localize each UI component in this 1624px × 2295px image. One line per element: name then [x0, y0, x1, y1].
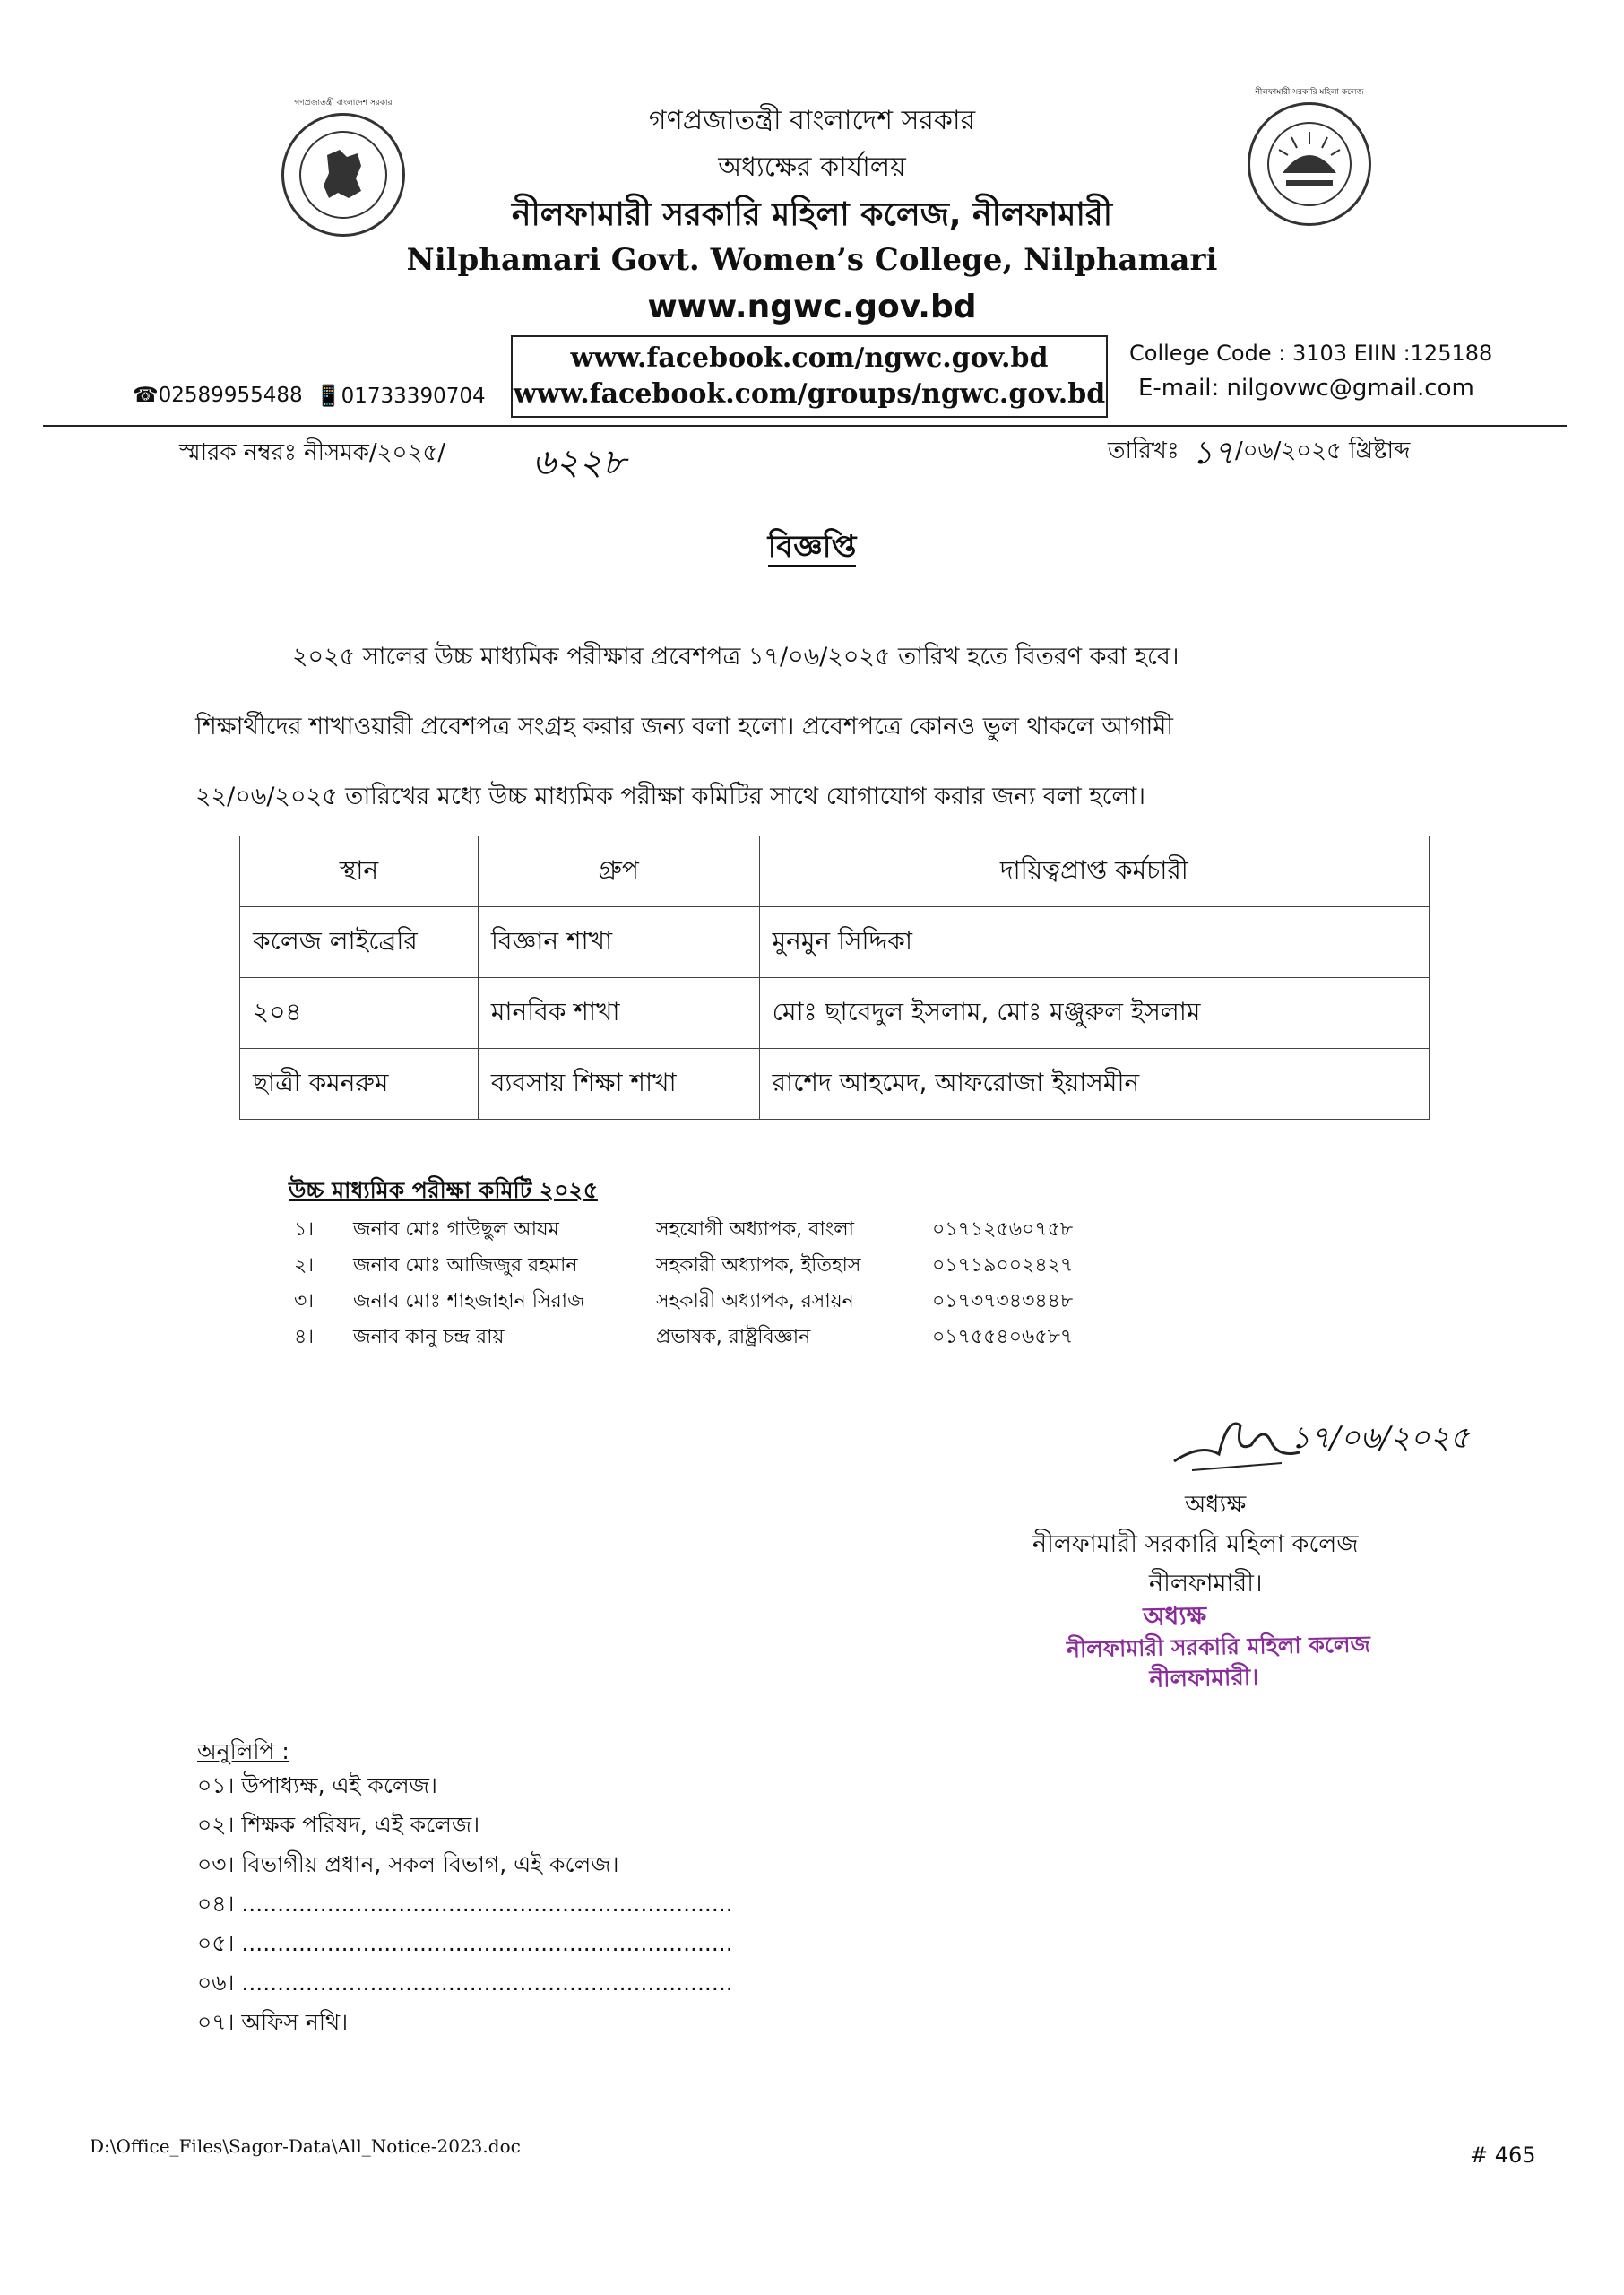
member-phone: ০১৭১৯০০২৪২৭ — [932, 1254, 1074, 1277]
member-designation: প্রভাষক, রাষ্ট্রবিজ্ঞান — [656, 1326, 811, 1348]
column-header-place: স্থান — [240, 836, 479, 907]
college-name-en: Nilphamari Govt. Women’s College, Nilphamari — [406, 242, 1218, 278]
official-stamp — [1066, 1597, 1408, 1698]
table-row — [240, 978, 1430, 1049]
copy-item: ০৬। ..................................................................... — [197, 1970, 733, 1996]
college-name-bn: নীলফামারী সরকারি মহিলা কলেজ, নীলফামারী — [511, 196, 1113, 233]
bd-seal-text: গণপ্রজাতন্ত্রী বাংলাদেশ সরকার — [294, 99, 393, 108]
member-name: জনাব মোঃ আজিজুর রহমান — [353, 1254, 578, 1277]
member-designation: সহযোগী অধ্যাপক, বাংলা — [656, 1218, 855, 1241]
phone-number: ☎02589955488 — [133, 384, 303, 407]
table-row — [240, 907, 1430, 978]
college-code: College Code : 3103 EIIN :125188 — [1129, 341, 1493, 366]
signatory-city: নীলফামারী। — [1149, 1570, 1263, 1598]
notice-line-3: ২২/০৬/২০২৫ তারিখের মধ্যে উচ্চ মাধ্যমিক পরীক্ষা কমিটির সাথে যোগাযোগ করার জন্য বলা হলো। — [195, 783, 1146, 810]
file-path: D:\Office_Files\Sagor-Data\All_Notice-2023.doc — [90, 2135, 521, 2157]
member-designation: সহকারী অধ্যাপক, রসায়ন — [656, 1290, 854, 1312]
social-links-box — [511, 335, 1108, 418]
copy-item: ০৩। বিভাগীয় প্রধান, সকল বিভাগ, এই কলেজ। — [197, 1851, 619, 1877]
date-label: তারিখঃ — [1108, 437, 1179, 464]
table-cell-staff: মোঃ ছাবেদুল ইসলাম, মোঃ মঞ্জুরুল ইসলাম — [759, 978, 1429, 1049]
column-header-staff: দায়িত্বপ্রাপ্ত কর্মচারী — [759, 836, 1429, 907]
copy-item: ০৭। অফিস নথি। — [197, 2009, 349, 2035]
notice-line-1: ২০২৫ সালের উচ্চ মাধ্যমিক পরীক্ষার প্রবেশপত্র ১৭/০৬/২০২৫ তারিখ হতে বিতরণ করা হবে। — [292, 643, 1179, 671]
signature-scribble-icon — [1165, 1399, 1309, 1479]
member-no: ৪। — [294, 1326, 315, 1348]
table-header-row — [240, 836, 1430, 907]
member-name: জনাব কানু চন্দ্র রায় — [353, 1326, 505, 1348]
college-seal-text: নীলফামারী সরকারি মহিলা কলেজ — [1255, 88, 1364, 97]
signatory-college: নীলফামারী সরকারি মহিলা কলেজ — [1032, 1530, 1359, 1558]
member-name: জনাব মোঃ শাহজাহান সিরাজ — [353, 1290, 585, 1312]
member-name: জনাব মোঃ গাউছুল আযম — [353, 1218, 559, 1241]
copies-label: অনুলিপি : — [197, 1738, 289, 1764]
table-cell-group: ব্যবসায় শিক্ষা শাখা — [478, 1049, 759, 1120]
date-rest: /০৬/২০২৫ খ্রিষ্টাব্দ — [1235, 437, 1411, 464]
member-no: ২। — [294, 1254, 315, 1277]
member-no: ৩। — [294, 1290, 315, 1312]
signatory-title: অধ্যক্ষ — [1185, 1491, 1247, 1519]
table-cell-place: কলেজ লাইব্রেরি — [240, 907, 479, 978]
column-header-group: গ্রুপ — [478, 836, 759, 907]
table-cell-place: ছাত্রী কমনরুম — [240, 1049, 479, 1120]
member-phone: ০১৭১২৫৬০৭৫৮ — [932, 1218, 1074, 1241]
signature-date: ১৭/০৬/২০২৫ — [1291, 1420, 1470, 1456]
member-no: ১। — [294, 1218, 315, 1241]
gov-name: গণপ্রজাতন্ত্রী বাংলাদেশ সরকার — [648, 105, 976, 136]
email: E-mail: nilgovwc@gmail.com — [1138, 375, 1474, 402]
table-cell-staff: মুনমুন সিদ্দিকা — [759, 907, 1429, 978]
memo-label: স্মারক নম্বরঃ নীসমক/২০২৫/ — [179, 439, 445, 466]
table-cell-place: ২০৪ — [240, 978, 479, 1049]
stamp-city: নীলফামারী। — [1149, 1664, 1259, 1693]
member-designation: সহকারী অধ্যাপক, ইতিহাস — [656, 1254, 861, 1277]
copy-item: ০২। শিক্ষক পরিষদ, এই কলেজ। — [197, 1812, 480, 1838]
copy-item: ০১। উপাধ্যক্ষ, এই কলেজ। — [197, 1772, 437, 1798]
office-name: অধ্যক্ষের কার্যালয় — [718, 152, 906, 183]
website: www.ngwc.gov.bd — [647, 289, 977, 325]
notice-title — [0, 524, 1624, 575]
facebook-page-link[interactable]: www.facebook.com/ngwc.gov.bd — [570, 342, 1049, 374]
stamp-college: নীলফামারী সরকারি মহিলা কলেজ — [1066, 1631, 1371, 1663]
header-divider — [43, 425, 1567, 427]
distribution-table — [239, 836, 1430, 1120]
mobile-number: 📱01733390704 — [315, 385, 486, 408]
memo-number: ৬২২৮ — [532, 442, 626, 483]
stamp-title: অধ্যক্ষ — [1143, 1600, 1207, 1632]
copy-item: ০৪। ..................................................................... — [197, 1891, 733, 1917]
committee-title: উচ্চ মাধ্যমিক পরীক্ষা কমিটি ২০২৫ — [289, 1177, 598, 1203]
member-phone: ০১৭৫৫৪০৬৫৮৭ — [932, 1326, 1074, 1348]
facebook-group-link[interactable]: www.facebook.com/groups/ngwc.gov.bd — [513, 378, 1106, 410]
page-ref: # 465 — [1470, 2143, 1536, 2168]
table-cell-group: বিজ্ঞান শাখা — [478, 907, 759, 978]
date-day: ১৭ — [1192, 435, 1234, 472]
notice-title-text: বিজ্ঞপ্তি — [767, 529, 857, 565]
table-row — [240, 1049, 1430, 1120]
notice-line-2: শিক্ষার্থীদের শাখাওয়ারী প্রবেশপত্র সংগ্রহ করার জন্য বলা হলো। প্রবেশপত্রে কোনও ভুল থাকলে আগামী — [195, 713, 1174, 740]
member-phone: ০১৭৩৭৩৪৩৪৪৮ — [932, 1290, 1074, 1312]
table-cell-group: মানবিক শাখা — [478, 978, 759, 1049]
copy-item: ০৫। ..................................................................... — [197, 1930, 733, 1956]
table-cell-staff: রাশেদ আহমেদ, আফরোজা ইয়াসমীন — [759, 1049, 1429, 1120]
